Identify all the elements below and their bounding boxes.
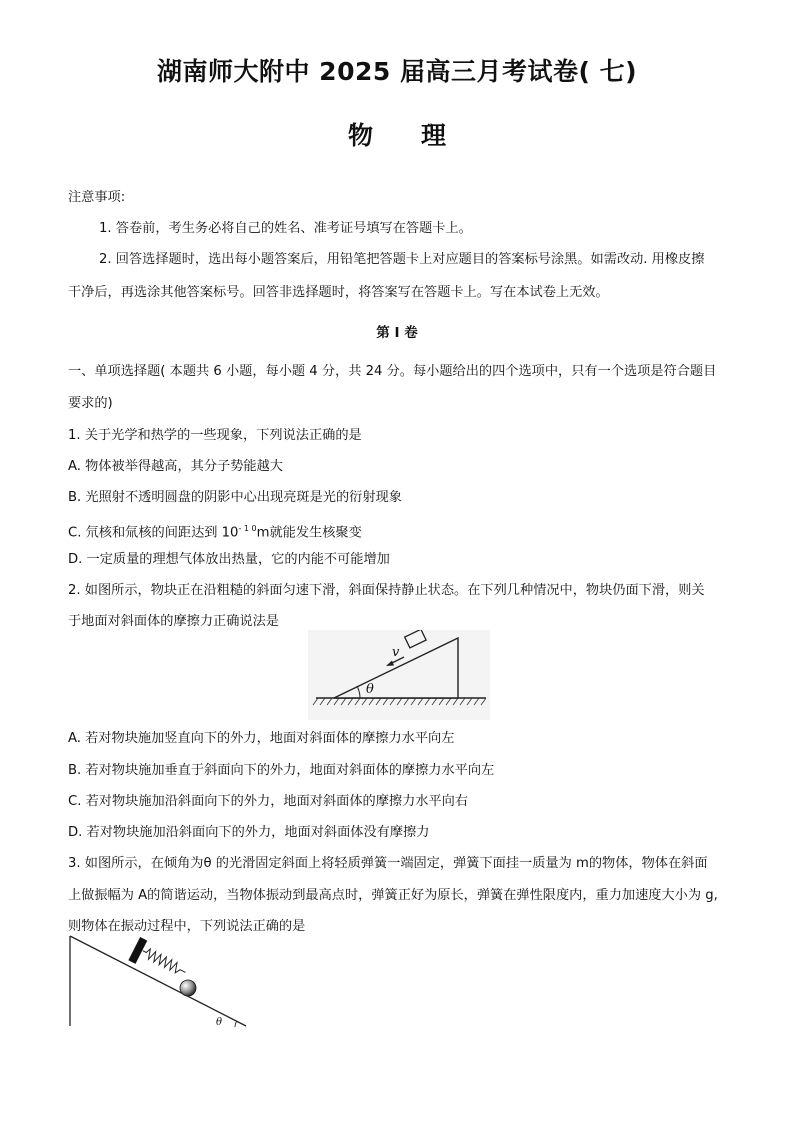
q1-option-c	[68, 521, 362, 541]
velocity-label: v	[392, 645, 400, 660]
q3-stem-line-3: 则物体在振动过程中，下列说法正确的是	[68, 919, 306, 934]
fixed-plate	[128, 937, 147, 964]
q1-option-d: D. 一定质量的理想气体放出热量，它的内能不可能增加	[68, 552, 390, 567]
incline-block-figure	[308, 630, 490, 720]
q1-option-c-text: C. 氘核和氚核的间距达到 10	[68, 525, 239, 541]
q1-option-b: B. 光照射不透明圆盘的阴影中心出现亮斑是光的衍射现象	[68, 490, 402, 505]
spring	[140, 946, 187, 977]
notice-item-2-line-1: 2. 回答选择题时，选出每小题答案后，用铅笔把答题卡上对应题目的答案标号涂黑。如需改动. 用橡皮擦	[99, 252, 705, 267]
section-title: 第 Ⅰ 卷	[376, 325, 418, 341]
incline-line	[70, 936, 246, 1026]
q2-stem-line-1: 2. 如图所示，物块正在沿粗糙的斜面匀速下滑，斜面保持静止状态。在下列几种情况中，物块仍面下滑，则关	[68, 583, 705, 598]
q1-stem: 1. 关于光学和热学的一些现象，下列说法正确的是	[68, 428, 362, 443]
q3-stem-line-2: 上做振幅为 A的简谐运动，当物体振动到最高点时，弹簧正好为原长，弹簧在弹性限度内，重力加速度大小为 g,	[68, 888, 718, 903]
q1-option-c-text-end: m就能发生核聚变	[256, 525, 362, 541]
spring-incline-figure	[62, 934, 252, 1030]
q1-option-c-exponent: - 1 0	[238, 524, 257, 533]
q2-option-a: A. 若对物块施加竖直向下的外力，地面对斜面体的摩擦力水平向左	[68, 731, 455, 746]
part1-line-2: 要求的)	[68, 396, 113, 411]
q2-option-b: B. 若对物块施加垂直于斜面向下的外力，地面对斜面体的摩擦力水平向左	[68, 763, 495, 778]
exam-title: 湖南师大附中 2025 届高三月考试卷( 七)	[156, 57, 638, 86]
angle-label: θ	[366, 682, 374, 697]
q3-stem-line-1: 3. 如图所示，在倾角为θ 的光滑固定斜面上将轻质弹簧一端固定，弹簧下面挂一质量为 m的物体，物体在斜面	[68, 856, 708, 871]
subject-title	[0, 116, 794, 152]
notice-heading: 注意事项:	[68, 190, 126, 205]
q2-option-d: D. 若对物块施加沿斜面向下的外力，地面对斜面体没有摩擦力	[68, 825, 430, 840]
angle-arc	[235, 1021, 237, 1027]
angle-label: θ	[216, 1017, 223, 1028]
subject-char-right: 理	[421, 121, 447, 150]
q2-option-c: C. 若对物块施加沿斜面向下的外力，地面对斜面体的摩擦力水平向右	[68, 794, 469, 809]
q1-option-a: A. 物体被举得越高，其分子势能越大	[68, 459, 283, 474]
notice-item-1: 1. 答卷前，考生务必将自己的姓名、准考证号填写在答题卡上。	[99, 221, 472, 236]
notice-item-2-line-2: 干净后，再选涂其他答案标号。回答非选择题时，将答案写在答题卡上。写在本试卷上无效。	[68, 285, 609, 300]
subject-char-left: 物	[347, 121, 373, 150]
q2-stem-line-2: 于地面对斜面体的摩擦力正确说法是	[68, 614, 279, 629]
part1-line-1: 一、单项选择题( 本题共 6 小题，每小题 4 分，共 24 分。每小题给出的四个选项中，只有一个选项是符合题目	[68, 364, 717, 379]
ball	[180, 980, 196, 996]
